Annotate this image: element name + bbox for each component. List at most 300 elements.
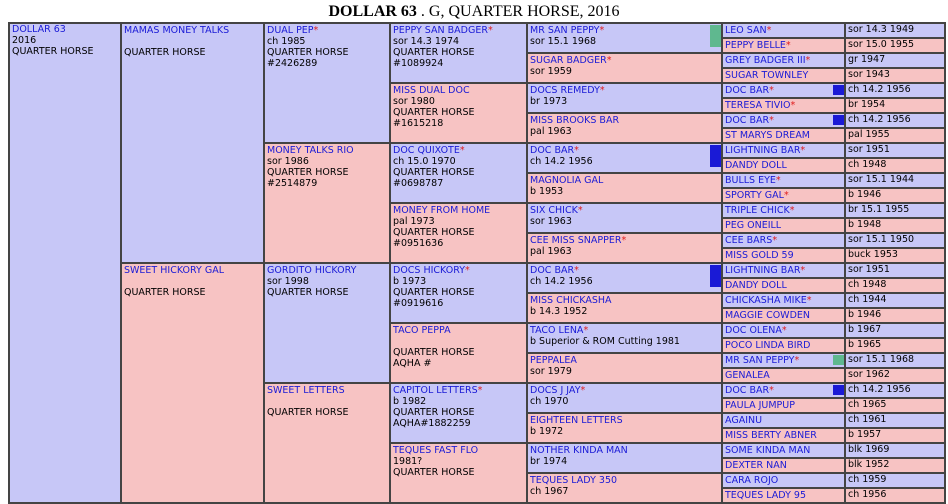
horse-name: PAULA JUMPUP <box>725 400 795 411</box>
horse-detail: sor 1951 <box>848 144 890 155</box>
horse-detail: #0919616 <box>393 298 444 309</box>
pedigree-cell-gen5-info <box>845 218 945 233</box>
horse-name: PEPPY BELLE <box>725 40 786 51</box>
horse-detail: #1615218 <box>393 118 444 129</box>
horse-name-link[interactable] <box>725 160 842 171</box>
pedigree-cell-gen5 <box>722 203 845 218</box>
horse-name-link[interactable] <box>725 220 842 231</box>
pedigree-cell-gen5-info <box>845 113 945 128</box>
horse-detail: sor 1962 <box>848 369 890 380</box>
horse-name: PEPPY SAN BADGER <box>393 25 488 36</box>
horse-name-link[interactable] <box>530 415 719 426</box>
pedigree-cell-gen2 <box>264 263 390 383</box>
horse-name-link[interactable] <box>725 145 842 156</box>
pedigree-cell-gen5-info <box>845 158 945 173</box>
horse-name: MR SAN PEPPY <box>725 355 795 366</box>
pedigree-cell-gen5 <box>722 473 845 488</box>
pedigree-cell-gen3 <box>390 263 527 323</box>
horse-detail <box>393 336 524 347</box>
horse-detail: ch 1970 <box>530 396 569 407</box>
horse-detail: QUARTER HORSE <box>267 407 349 418</box>
horse-name-link[interactable] <box>725 430 842 441</box>
horse-name-link[interactable] <box>530 25 719 36</box>
pedigree-cell-gen5 <box>722 188 845 203</box>
notable-star-icon: * <box>313 25 319 36</box>
horse-detail: AQHA # <box>393 358 432 369</box>
notable-star-icon: * <box>783 190 789 201</box>
horse-detail: pal 1963 <box>530 126 572 137</box>
horse-detail: pal 1963 <box>530 246 572 257</box>
horse-name-link[interactable] <box>267 145 387 156</box>
horse-detail: b 14.3 1952 <box>530 306 588 317</box>
horse-name-link[interactable] <box>725 25 842 36</box>
horse-name: DOCS J JAY <box>530 385 581 396</box>
pedigree-cell-gen4 <box>527 323 722 353</box>
notable-star-icon: * <box>599 85 605 96</box>
pedigree-row <box>9 23 945 38</box>
horse-detail: sor 1963 <box>530 216 572 227</box>
horse-name-link[interactable] <box>725 55 842 66</box>
horse-detail: #0698787 <box>393 178 444 189</box>
horse-name: MAMAS MONEY TALKS <box>124 25 230 36</box>
horse-name-link[interactable] <box>530 475 719 486</box>
horse-detail: sor 1979 <box>530 366 572 377</box>
pedigree-cell-gen5-info <box>845 233 945 248</box>
horse-name: DOC OLENA <box>725 325 782 336</box>
horse-detail: ch 15.0 1970 <box>393 156 456 167</box>
pedigree-cell-subject <box>9 23 121 503</box>
pedigree-cell-gen5 <box>722 113 845 128</box>
pedigree-cell-gen5-info <box>845 413 945 428</box>
horse-detail: sor 1959 <box>530 66 572 77</box>
horse-name-link[interactable] <box>393 325 524 336</box>
pedigree-cell-gen5-info <box>845 338 945 353</box>
horse-detail: ch 1948 <box>848 159 887 170</box>
horse-name: PEG ONEILL <box>725 220 782 231</box>
horse-name-link[interactable] <box>530 145 719 156</box>
horse-name: TERESA TIVIO <box>725 100 791 111</box>
horse-name: SPORTY GAL <box>725 190 784 201</box>
horse-name-link[interactable] <box>725 115 842 126</box>
pedigree-cell-gen4 <box>527 383 722 413</box>
pedigree-cell-gen5-info <box>845 323 945 338</box>
horse-detail: b 1946 <box>848 189 882 200</box>
horse-detail: QUARTER HORSE <box>393 467 475 478</box>
horse-name-link[interactable] <box>530 205 719 216</box>
horse-name-link[interactable] <box>393 445 524 456</box>
pedigree-cell-gen4 <box>527 413 722 443</box>
pedigree-cell-gen5-info <box>845 473 945 488</box>
horse-detail: QUARTER HORSE <box>393 287 475 298</box>
horse-detail: ch 14.2 1956 <box>848 114 911 125</box>
horse-name-link[interactable] <box>725 415 842 426</box>
notable-star-icon: * <box>599 25 605 36</box>
notable-star-icon: * <box>794 355 800 366</box>
horse-detail: sor 1943 <box>848 69 890 80</box>
pedigree-cell-gen3 <box>390 83 527 143</box>
horse-name: SUGAR TOWNLEY <box>725 70 809 81</box>
horse-name: MISS GOLD 59 <box>725 250 794 261</box>
pedigree-cell-gen3 <box>390 443 527 503</box>
pedigree-cell-gen4 <box>527 143 722 173</box>
horse-name: DOCS REMEDY <box>530 85 600 96</box>
horse-detail: sor 14.3 1974 <box>393 36 460 47</box>
horse-detail: QUARTER HORSE <box>393 227 475 238</box>
horse-name-link[interactable] <box>725 70 842 81</box>
pedigree-cell-gen4 <box>527 473 722 503</box>
horse-name: TEQUES FAST FLO <box>393 445 479 456</box>
horse-name: DANDY DOLL <box>725 160 787 171</box>
spacer <box>124 276 261 287</box>
horse-name: DEXTER NAN <box>725 460 787 471</box>
horse-detail: ch 1956 <box>848 489 887 500</box>
notable-star-icon: * <box>790 100 796 111</box>
horse-name-link[interactable] <box>725 460 842 471</box>
pedigree-cell-gen5 <box>722 23 845 38</box>
pedigree-cell-gen5 <box>722 263 845 278</box>
horse-name: MAGNOLIA GAL <box>530 175 604 186</box>
pedigree-cell-gen4 <box>527 53 722 83</box>
pedigree-cell-gen5-info <box>845 83 945 98</box>
notable-star-icon: * <box>583 325 589 336</box>
horse-name-link[interactable] <box>725 205 842 216</box>
horse-name-link[interactable] <box>725 130 842 141</box>
pedigree-cell-gen5 <box>722 158 845 173</box>
pedigree-cell-gen5-info <box>845 368 945 383</box>
horse-name: DOC BAR <box>725 85 770 96</box>
pedigree-cell-gen5-info <box>845 383 945 398</box>
horse-detail: QUARTER HORSE <box>393 47 475 58</box>
horse-name-link[interactable] <box>725 340 842 351</box>
horse-detail: QUARTER HORSE <box>393 107 475 118</box>
horse-detail: QUARTER HORSE <box>267 167 349 178</box>
horse-detail: QUARTER HORSE <box>124 47 206 58</box>
horse-detail: ch 14.2 1956 <box>530 276 593 287</box>
pedigree-cell-gen4 <box>527 233 722 263</box>
horse-name: AGAINU <box>725 415 763 426</box>
horse-name-link[interactable] <box>725 370 842 381</box>
pedigree-cell-gen5 <box>722 53 845 68</box>
pedigree-cell-gen5-info <box>845 398 945 413</box>
color-marker-icon <box>833 355 844 365</box>
horse-detail: ch 1965 <box>848 399 887 410</box>
notable-star-icon: * <box>574 265 579 276</box>
pedigree-cell-gen3 <box>390 203 527 263</box>
horse-name: EIGHTEEN LETTERS <box>530 415 623 426</box>
horse-detail: b 1973 <box>393 276 427 287</box>
horse-detail: ch 1961 <box>848 414 887 425</box>
horse-detail: b 1948 <box>848 219 882 230</box>
horse-detail: b 1965 <box>848 339 882 350</box>
horse-name-link[interactable] <box>530 355 719 366</box>
color-marker-icon <box>833 85 844 95</box>
horse-name: BULLS EYE <box>725 175 776 186</box>
pedigree-cell-gen5 <box>722 368 845 383</box>
color-marker-icon <box>710 25 721 47</box>
horse-detail: pal 1955 <box>848 129 890 140</box>
horse-name: MR SAN PEPPY <box>530 25 600 36</box>
horse-name: TACO PEPPA <box>393 325 451 336</box>
horse-detail: #0951636 <box>393 238 444 249</box>
horse-name: MISS BROOKS BAR <box>530 115 620 126</box>
pedigree-cell-gen5 <box>722 323 845 338</box>
horse-name-link[interactable] <box>530 175 719 186</box>
horse-name: TEQUES LADY 350 <box>530 475 618 486</box>
pedigree-row <box>9 263 945 278</box>
pedigree-cell-gen5 <box>722 128 845 143</box>
pedigree-cell-gen5 <box>722 293 845 308</box>
pedigree-cell-gen1 <box>121 263 264 503</box>
pedigree-cell-gen5 <box>722 233 845 248</box>
horse-name: NOTHER KINDA MAN <box>530 445 628 456</box>
notable-star-icon: * <box>775 175 781 186</box>
color-marker-icon <box>710 265 721 287</box>
horse-name-link[interactable] <box>725 280 842 291</box>
pedigree-cell-gen2 <box>264 143 390 263</box>
horse-name: LEO SAN <box>725 25 767 36</box>
notable-star-icon: * <box>574 145 579 156</box>
horse-name-link[interactable] <box>725 40 842 51</box>
horse-name-link[interactable] <box>124 265 261 276</box>
pedigree-cell-gen5-info <box>845 488 945 503</box>
notable-star-icon: * <box>766 25 772 36</box>
notable-star-icon: * <box>806 295 812 306</box>
notable-star-icon: * <box>487 25 493 36</box>
pedigree-table <box>8 22 946 504</box>
horse-name: CARA ROJO <box>725 475 779 486</box>
pedigree-cell-gen5-info <box>845 248 945 263</box>
horse-detail: QUARTER HORSE <box>393 347 475 358</box>
horse-name-link[interactable] <box>267 385 387 396</box>
pedigree-cell-gen5-info <box>845 443 945 458</box>
pedigree-cell-gen5-info <box>845 188 945 203</box>
horse-detail: sor 1986 <box>267 156 309 167</box>
horse-name: MISS BERTY ABNER <box>725 430 817 441</box>
horse-name-link[interactable] <box>725 235 842 246</box>
horse-name: MONEY FROM HOME <box>393 205 491 216</box>
horse-detail: ch 1959 <box>848 474 887 485</box>
title-details: . G, QUARTER HORSE, 2016 <box>416 3 620 20</box>
horse-detail: ch 1967 <box>530 486 569 497</box>
notable-star-icon: * <box>769 85 774 96</box>
horse-detail: blk 1969 <box>848 444 890 455</box>
horse-name-link[interactable] <box>393 205 524 216</box>
horse-name: MISS DUAL DOC <box>393 85 470 96</box>
pedigree-cell-gen5 <box>722 308 845 323</box>
horse-name-link[interactable] <box>725 490 842 501</box>
horse-name-link[interactable] <box>725 85 842 96</box>
pedigree-cell-gen5-info <box>845 53 945 68</box>
pedigree-cell-gen5 <box>722 458 845 473</box>
horse-detail: b Superior & ROM Cutting 1981 <box>530 336 680 347</box>
horse-name: SWEET LETTERS <box>267 385 345 396</box>
horse-name-link[interactable] <box>393 385 524 396</box>
horse-name-link[interactable] <box>267 265 387 276</box>
notable-star-icon: * <box>800 265 806 276</box>
horse-detail: br 1954 <box>848 99 886 110</box>
horse-detail: sor 15.1 1944 <box>848 174 915 185</box>
horse-name: CHICKASHA MIKE <box>725 295 807 306</box>
horse-name: DOC QUIXOTE <box>393 145 460 156</box>
notable-star-icon: * <box>800 145 806 156</box>
pedigree-cell-gen5-info <box>845 38 945 53</box>
pedigree-cell-gen5 <box>722 413 845 428</box>
horse-detail: QUARTER HORSE <box>267 287 349 298</box>
notable-star-icon: * <box>606 55 612 66</box>
spacer <box>124 36 261 47</box>
horse-detail: sor 1998 <box>267 276 309 287</box>
horse-detail: sor 1980 <box>393 96 435 107</box>
horse-name: SWEET HICKORY GAL <box>124 265 224 276</box>
pedigree-cell-gen5 <box>722 143 845 158</box>
pedigree-cell-gen5-info <box>845 428 945 443</box>
horse-name: TRIPLE CHICK <box>725 205 790 216</box>
horse-name-link[interactable] <box>393 85 524 96</box>
pedigree-cell-gen5-info <box>845 293 945 308</box>
horse-detail: pal 1973 <box>393 216 435 227</box>
horse-name: ST MARYS DREAM <box>725 130 811 141</box>
pedigree-cell-gen5-info <box>845 173 945 188</box>
horse-name-link[interactable]: DOLLAR 63 <box>12 24 66 35</box>
pedigree-cell-gen3 <box>390 143 527 203</box>
pedigree-cell-gen3 <box>390 23 527 83</box>
horse-name-link[interactable] <box>530 445 719 456</box>
title-horse-name: DOLLAR 63 <box>328 3 417 20</box>
notable-star-icon: * <box>577 205 583 216</box>
pedigree-cell-gen4 <box>527 263 722 293</box>
horse-detail: b 1982 <box>393 396 427 407</box>
horse-name-link[interactable] <box>725 190 842 201</box>
pedigree-cell-gen5 <box>722 83 845 98</box>
horse-detail: QUARTER HORSE <box>393 407 475 418</box>
horse-name: SOME KINDA MAN <box>725 445 811 456</box>
pedigree-cell-gen5-info <box>845 68 945 83</box>
pedigree-cell-gen5 <box>722 218 845 233</box>
pedigree-cell-gen5-info <box>845 263 945 278</box>
horse-detail: ch 14.2 1956 <box>530 156 593 167</box>
notable-star-icon: * <box>805 55 811 66</box>
horse-name: CEE MISS SNAPPER <box>530 235 622 246</box>
horse-name-link[interactable] <box>124 25 261 36</box>
horse-name-link[interactable] <box>725 295 842 306</box>
horse-name-link[interactable] <box>725 250 842 261</box>
horse-name: DUAL PEP <box>267 25 314 36</box>
pedigree-cell-gen5 <box>722 38 845 53</box>
pedigree-cell-gen4 <box>527 173 722 203</box>
pedigree-cell-gen3 <box>390 383 527 443</box>
pedigree-cell-gen5-info <box>845 308 945 323</box>
horse-detail: sor 1951 <box>848 264 890 275</box>
horse-name-link[interactable] <box>725 475 842 486</box>
horse-detail: br 1973 <box>530 96 568 107</box>
horse-detail: ch 1944 <box>848 294 887 305</box>
horse-name: SUGAR BADGER <box>530 55 607 66</box>
horse-detail: b 1967 <box>848 324 882 335</box>
horse-detail: sor 15.1 1950 <box>848 234 915 245</box>
pedigree-cell-gen5 <box>722 173 845 188</box>
horse-name-link[interactable] <box>725 100 842 111</box>
pedigree-cell-gen5-info <box>845 203 945 218</box>
horse-name: DOC BAR <box>725 115 770 126</box>
horse-detail: blk 1952 <box>848 459 890 470</box>
pedigree-cell-gen5 <box>722 248 845 263</box>
horse-detail: 2016 <box>12 35 37 46</box>
pedigree-cell-gen4 <box>527 443 722 473</box>
horse-detail: b 1957 <box>848 429 882 440</box>
pedigree-cell-gen2 <box>264 383 390 503</box>
horse-name: TACO LENA <box>530 325 584 336</box>
horse-name-link[interactable] <box>725 325 842 336</box>
horse-detail: b 1953 <box>530 186 564 197</box>
horse-name-link[interactable] <box>530 265 719 276</box>
horse-detail: br 1974 <box>530 456 568 467</box>
pedigree-cell-gen5-info <box>845 98 945 113</box>
color-marker-icon <box>710 145 721 167</box>
pedigree-cell-gen2 <box>264 23 390 143</box>
horse-detail: gr 1947 <box>848 54 886 65</box>
horse-detail: ch 14.2 1956 <box>848 84 911 95</box>
horse-name-link[interactable] <box>530 85 719 96</box>
horse-name: SIX CHICK <box>530 205 578 216</box>
horse-detail: #2426289 <box>267 58 318 69</box>
notable-star-icon: * <box>580 385 586 396</box>
horse-detail: QUARTER HORSE <box>124 287 206 298</box>
pedigree-cell-gen4 <box>527 353 722 383</box>
horse-name-link[interactable] <box>267 25 387 36</box>
color-marker-icon <box>833 385 844 395</box>
horse-name: DANDY DOLL <box>725 280 787 291</box>
horse-name: GREY BADGER III <box>725 55 806 66</box>
horse-name-link[interactable] <box>393 25 524 36</box>
horse-name: POCO LINDA BIRD <box>725 340 811 351</box>
horse-detail: ch 1948 <box>848 279 887 290</box>
horse-name: CAPITOL LETTERS <box>393 385 478 396</box>
horse-name-link[interactable] <box>530 115 719 126</box>
horse-name-link[interactable] <box>725 355 842 366</box>
horse-name-link[interactable] <box>530 235 719 246</box>
horse-name-link[interactable] <box>725 175 842 186</box>
horse-name: DOC BAR <box>530 145 575 156</box>
pedigree-cell-gen3 <box>390 323 527 383</box>
horse-detail: QUARTER HORSE <box>393 167 475 178</box>
pedigree-cell-gen5-info <box>845 458 945 473</box>
horse-name-link[interactable] <box>530 325 719 336</box>
horse-name-link[interactable] <box>725 400 842 411</box>
pedigree-cell-gen5-info <box>845 23 945 38</box>
horse-name-link[interactable] <box>725 265 842 276</box>
horse-name-link[interactable] <box>530 55 719 66</box>
horse-name-link[interactable] <box>530 295 719 306</box>
pedigree-cell-gen1 <box>121 23 264 263</box>
pedigree-cell-gen4 <box>527 203 722 233</box>
horse-detail: br 15.1 1955 <box>848 204 910 215</box>
horse-name-link[interactable] <box>725 310 842 321</box>
horse-name-link[interactable] <box>530 385 719 396</box>
horse-detail: AQHA#1882259 <box>393 418 471 429</box>
horse-detail: #2514879 <box>267 178 318 189</box>
horse-name-link[interactable] <box>393 145 524 156</box>
horse-name-link[interactable] <box>725 445 842 456</box>
horse-name: PEPPALEA <box>530 355 577 366</box>
horse-name: DOC BAR <box>530 265 575 276</box>
color-marker-icon <box>833 115 844 125</box>
horse-name-link[interactable] <box>393 265 524 276</box>
notable-star-icon: * <box>781 325 787 336</box>
pedigree-cell-gen4 <box>527 293 722 323</box>
pedigree-cell-gen5 <box>722 488 845 503</box>
horse-name-link[interactable] <box>725 385 842 396</box>
pedigree-cell-gen5-info <box>845 128 945 143</box>
